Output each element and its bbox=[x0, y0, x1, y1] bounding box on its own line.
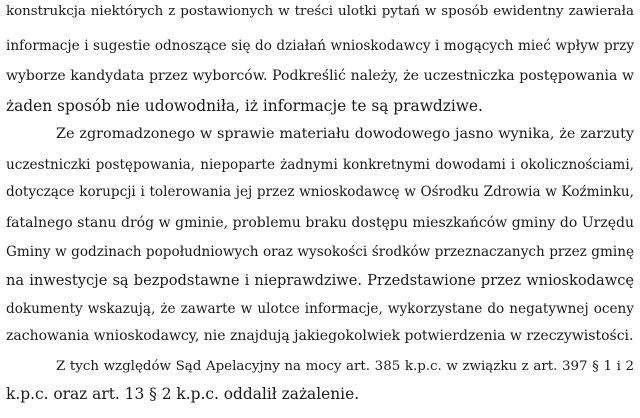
paragraph-3-line: k.p.c. oraz art. 13 § 2 k.p.c. oddalił zażalenie. bbox=[6, 385, 360, 403]
paragraph-1-line: żaden sposób nie udowodniła, iż informacje te są prawdziwe. bbox=[6, 97, 483, 115]
paragraph-2-line: dotyczące korupcji i tolerowania jej przez wnioskodawcę w Ośrodku Zdrowia w Koźminku, bbox=[6, 184, 634, 200]
paragraph-2-line: dokumenty wskazują, że zawarte w ulotce informacje, wykorzystane do negatywnej oceny bbox=[6, 301, 634, 317]
paragraph-3-line: Z tych względów Sąd Apelacyjny na mocy art. 385 k.p.c. w związku z art. 397 § 1 i 2 bbox=[56, 359, 634, 374]
paragraph-1-line: wyborze kandydata przez wyborców. Podkreślić należy, że uczestniczka postępowania w bbox=[6, 68, 634, 84]
paragraph-2-line: na inwestycje są bezpodstawne i nieprawdziwe. Przedstawione przez wnioskodawcę bbox=[6, 272, 634, 289]
paragraph-1-line: informacje i sugestie odnoszące się do działań wnioskodawcy i mogących mieć wpływ przy bbox=[6, 38, 634, 54]
paragraph-2-line: Ze zgromadzonego w sprawie materiału dowodowego jasno wynika, że zarzuty bbox=[56, 126, 634, 142]
paragraph-2-line: uczestniczki postępowania, niepoparte żadnymi konkretnymi dowodami i okolicznościami, bbox=[6, 157, 634, 173]
paragraph-2-line: Gminy w godzinach popołudniowych oraz wysokości środków przeznaczanych przez gminę bbox=[6, 244, 634, 260]
paragraph-1-line: konstrukcja niektórych z postawionych w treści ulotki pytań w sposób ewidentny zawierała bbox=[6, 4, 634, 19]
paragraph-2-line: fatalnego stanu dróg w gminie, problemu braku dostępu mieszkańców gminy do Urzędu bbox=[6, 215, 634, 231]
paragraph-2-line: zachowania wnioskodawcy, nie znajdują jakiegokolwiek potwierdzenia w rzeczywistości. bbox=[6, 328, 634, 344]
